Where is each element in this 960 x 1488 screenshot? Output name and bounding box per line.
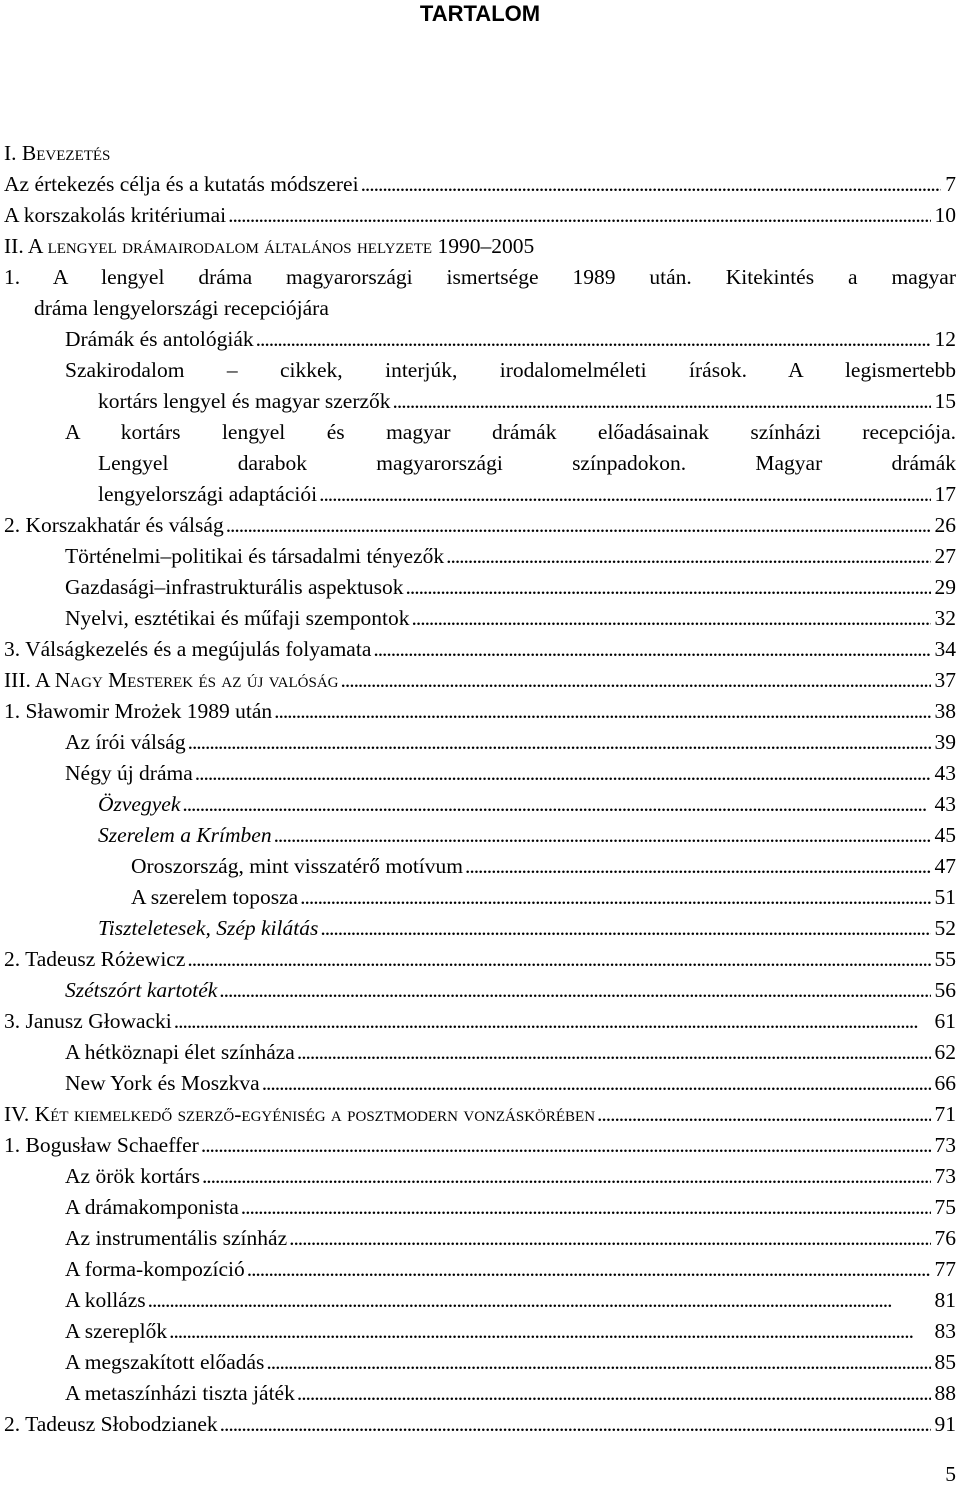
toc-entry xyxy=(4,634,956,665)
toc-entry xyxy=(4,882,956,913)
page-number: 5 xyxy=(945,1462,956,1486)
toc-entry-page: 39 xyxy=(934,730,956,754)
toc-entry-page: 77 xyxy=(934,1257,956,1281)
toc-entry xyxy=(4,200,956,231)
toc-entry xyxy=(4,355,956,386)
toc-entry xyxy=(4,1409,956,1440)
toc-leader-dots xyxy=(297,1037,931,1068)
toc-entry-title: III. A Nagy Mesterek és az új valóság xyxy=(4,668,339,692)
toc-leader-dots xyxy=(195,758,931,789)
toc-entry-page: 75 xyxy=(934,1195,956,1219)
toc-entry-title: Nyelvi, esztétikai és műfaji szempontok xyxy=(65,606,410,630)
toc-leader-dots xyxy=(446,541,930,572)
toc-leader-dots xyxy=(241,1192,931,1223)
toc-leader-dots xyxy=(297,1378,931,1409)
toc-entry-page: 73 xyxy=(934,1133,956,1157)
toc-leader-dots xyxy=(320,913,930,944)
toc-entry-page: 10 xyxy=(934,203,956,227)
toc-entry xyxy=(4,1285,956,1316)
toc-leader-dots xyxy=(202,1161,931,1192)
toc-leader-dots xyxy=(393,386,931,417)
toc-entry xyxy=(4,944,956,975)
toc-entry xyxy=(4,665,956,696)
toc-entry-page: 29 xyxy=(934,575,956,599)
toc-entry xyxy=(4,169,956,200)
toc-entry-title: Drámák és antológiák xyxy=(65,327,254,351)
toc-entry xyxy=(4,913,956,944)
toc-entry-page: 61 xyxy=(934,1009,956,1033)
toc-entry xyxy=(4,572,956,603)
toc-entry xyxy=(4,1378,956,1409)
toc-entry xyxy=(4,1347,956,1378)
toc-entry-page: 73 xyxy=(934,1164,956,1188)
toc-entry xyxy=(4,1130,956,1161)
toc-entry xyxy=(4,789,956,820)
toc-entry-title: A metaszínházi tiszta játék xyxy=(65,1381,295,1405)
toc-entry-page: 66 xyxy=(934,1071,956,1095)
toc-entry xyxy=(4,1037,956,1068)
toc-entry xyxy=(4,231,956,262)
toc-entry-page: 12 xyxy=(934,327,956,351)
toc-leader-dots xyxy=(228,200,930,231)
toc-entry xyxy=(4,324,956,355)
toc-entry-page: 17 xyxy=(934,482,956,506)
toc-leader-dots xyxy=(406,572,931,603)
page-title: TARTALOM xyxy=(419,1,541,26)
toc-entry-title: A drámakomponista xyxy=(65,1195,239,1219)
toc-entry-title: A szerelem toposza xyxy=(131,885,299,909)
toc-entry-page: 26 xyxy=(934,513,956,537)
toc-entry-page: 37 xyxy=(934,668,956,692)
toc-entry-page: 43 xyxy=(934,761,956,785)
toc-leader-dots xyxy=(226,510,931,541)
toc-entry xyxy=(4,138,956,169)
toc-entry-title: Gazdasági–infrastrukturális aspektusok xyxy=(65,575,404,599)
toc-entry xyxy=(4,696,956,727)
toc-leader-dots xyxy=(597,1099,930,1130)
toc-entry-title: A megszakított előadás xyxy=(65,1350,265,1374)
toc-entry-page: 43 xyxy=(934,792,956,816)
toc-leader-dots xyxy=(465,851,931,882)
toc-entry-title: 1. A lengyel dráma magyarországi ismertsége 1989 után. Kitekintés a magyar xyxy=(4,265,956,289)
toc-leader-dots xyxy=(174,1006,931,1037)
toc-entry-title: 3. Válságkezelés és a megújulás folyamata xyxy=(4,637,372,661)
toc-entry-page: 7 xyxy=(945,172,956,196)
toc-entry-title: 2. Tadeusz Różewicz xyxy=(4,947,186,971)
toc-leader-dots xyxy=(274,820,931,851)
toc-entry xyxy=(4,603,956,634)
toc-entry-title: A szereplők xyxy=(65,1319,168,1343)
toc-entry xyxy=(4,1099,956,1130)
toc-entry-page: 55 xyxy=(934,947,956,971)
toc-entry xyxy=(4,820,956,851)
toc-entry-title: Az instrumentális színház xyxy=(65,1226,288,1250)
toc-entry-title: Özvegyek xyxy=(98,792,181,816)
toc-entry-page: 83 xyxy=(934,1319,956,1343)
toc-entry-page: 88 xyxy=(934,1381,956,1405)
toc-entry-title: A kollázs xyxy=(65,1288,146,1312)
toc-entry-page: 47 xyxy=(934,854,956,878)
toc-leader-dots xyxy=(300,882,930,913)
toc-entry xyxy=(4,262,956,293)
toc-entry-title: A korszakolás kritériumai xyxy=(4,203,227,227)
toc-leader-dots xyxy=(182,789,930,820)
toc-leader-dots xyxy=(262,1068,931,1099)
toc-entry-title: 2. Tadeusz Słobodzianek xyxy=(4,1412,218,1436)
toc-entry-title: 1. Sławomir Mrożek 1989 után xyxy=(4,699,273,723)
toc-entry-page: 34 xyxy=(934,637,956,661)
toc-entry-title: II. A lengyel drámairodalom általános helyzete 1990–2005 xyxy=(4,234,535,258)
toc-leader-dots xyxy=(188,727,931,758)
toc-entry-page: 32 xyxy=(934,606,956,630)
toc-entry-title: lengyelországi adaptációi xyxy=(98,482,318,506)
toc-entry-page: 62 xyxy=(934,1040,956,1064)
toc-leader-dots xyxy=(373,634,930,665)
toc-entry-title: kortárs lengyel és magyar szerzők xyxy=(98,389,391,413)
toc-entry-page: 91 xyxy=(934,1412,956,1436)
toc-entry-page: 45 xyxy=(934,823,956,847)
toc-entry-page: 51 xyxy=(934,885,956,909)
toc-entry-title: Szakirodalom – cikkek, interjúk, irodalomelméleti írások. A legismertebb xyxy=(65,358,956,382)
toc-entry-title: Szétszórt kartoték xyxy=(65,978,218,1002)
toc-entry-title: Történelmi–politikai és társadalmi tényezők xyxy=(65,544,445,568)
toc-leader-dots xyxy=(412,603,931,634)
toc-entry xyxy=(4,448,956,479)
toc-entry xyxy=(4,541,956,572)
toc-entry-page: 85 xyxy=(934,1350,956,1374)
toc-entry-title: 1. Bogusław Schaeffer xyxy=(4,1133,199,1157)
toc-entry-title: IV. Két kiemelkedő szerző-egyéniség a posztmodern vonzáskörében xyxy=(4,1102,596,1126)
toc-entry-title: A forma-kompozíció xyxy=(65,1257,245,1281)
toc-entry xyxy=(4,851,956,882)
toc-leader-dots xyxy=(256,324,931,355)
toc-entry xyxy=(4,1161,956,1192)
toc-leader-dots xyxy=(169,1316,930,1347)
toc-entry-page: 81 xyxy=(934,1288,956,1312)
toc-leader-dots xyxy=(361,169,942,200)
toc-entry-title: 3. Janusz Głowacki xyxy=(4,1009,172,1033)
toc-entry-title: Oroszország, mint visszatérő motívum xyxy=(131,854,463,878)
toc-leader-dots xyxy=(289,1223,930,1254)
toc-leader-dots xyxy=(219,975,930,1006)
toc-entry xyxy=(4,293,956,324)
toc-entry xyxy=(4,1254,956,1285)
toc-leader-dots xyxy=(266,1347,930,1378)
toc-entry-page: 52 xyxy=(934,916,956,940)
toc-entry-page: 76 xyxy=(934,1226,956,1250)
toc-entry-page: 71 xyxy=(934,1102,956,1126)
table-of-contents xyxy=(4,138,956,1440)
toc-entry-title: Az értekezés célja és a kutatás módszerei xyxy=(4,172,359,196)
toc-entry-title: Szerelem a Krímben xyxy=(98,823,272,847)
toc-entry xyxy=(4,417,956,448)
toc-leader-dots xyxy=(201,1130,931,1161)
toc-entry xyxy=(4,975,956,1006)
toc-leader-dots xyxy=(148,1285,931,1316)
toc-entry xyxy=(4,727,956,758)
toc-entry-title: Négy új dráma xyxy=(65,761,193,785)
toc-leader-dots xyxy=(274,696,930,727)
toc-entry xyxy=(4,1192,956,1223)
toc-entry xyxy=(4,510,956,541)
toc-entry xyxy=(4,479,956,510)
toc-entry-title: Az örök kortárs xyxy=(65,1164,200,1188)
toc-entry-title: Lengyel darabok magyarországi színpadokon. Magyar drámák xyxy=(98,451,956,475)
toc-entry-title: dráma lengyelországi recepciójára xyxy=(34,296,329,320)
toc-entry-title: Tiszteletesek, Szép kilátás xyxy=(98,916,319,940)
toc-leader-dots xyxy=(247,1254,931,1285)
toc-entry xyxy=(4,1316,956,1347)
toc-leader-dots xyxy=(187,944,930,975)
toc-entry xyxy=(4,1068,956,1099)
toc-entry-title: I. Bevezetés xyxy=(4,141,111,165)
toc-entry-title: 2. Korszakhatár és válság xyxy=(4,513,224,537)
toc-entry-title: New York és Moszkva xyxy=(65,1071,260,1095)
toc-leader-dots xyxy=(220,1409,931,1440)
toc-entry-title: A kortárs lengyel és magyar drámák előadásainak színházi recepciója. xyxy=(65,420,956,444)
toc-leader-dots xyxy=(341,665,931,696)
toc-entry-page: 38 xyxy=(934,699,956,723)
toc-entry-page: 15 xyxy=(934,389,956,413)
toc-entry-title: Az írói válság xyxy=(65,730,186,754)
toc-entry xyxy=(4,1006,956,1037)
toc-entry-page: 56 xyxy=(934,978,956,1002)
toc-entry xyxy=(4,386,956,417)
toc-entry-title: A hétköznapi élet színháza xyxy=(65,1040,295,1064)
toc-entry xyxy=(4,758,956,789)
toc-entry-page: 27 xyxy=(934,544,956,568)
toc-entry xyxy=(4,1223,956,1254)
toc-leader-dots xyxy=(319,479,930,510)
